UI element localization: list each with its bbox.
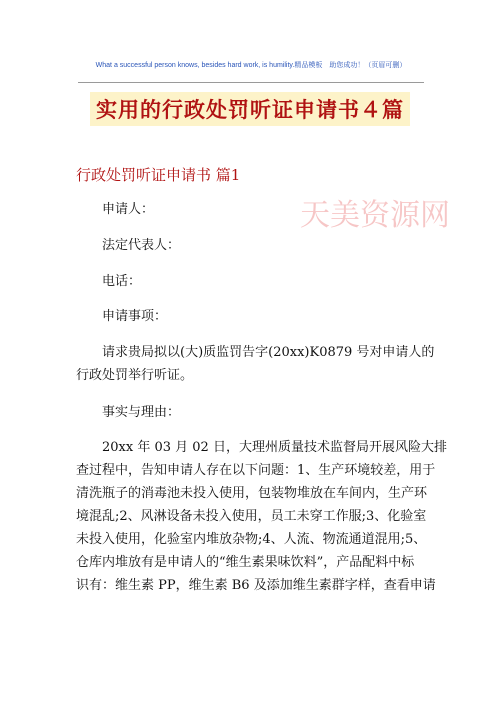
facts-line: 查过程中，告知申请人存在以下问题：1、生产环境较差，用于 (76, 463, 436, 478)
facts-line: 清洗瓶子的消毒池未投入使用，包装物堆放在车间内，生产环 (76, 486, 428, 501)
request-paragraph (76, 341, 435, 387)
facts-line: 未投入使用，化验室内堆放杂物;4、人流、物流通道混用;5、 (76, 532, 427, 547)
document-title-text: 实用的行政处罚听证申请书４篇 (90, 92, 410, 126)
field-request-matter: 申请事项： (102, 309, 168, 324)
field-phone: 电话： (102, 274, 142, 289)
field-applicant: 申请人： (102, 202, 155, 217)
page-header-tagline: What a successful person knows, besides hard work, is humility.精品模板 助您成功！（页眉可删） (95, 62, 407, 69)
facts-line: 20xx 年 03 月 02 日，大理州质量技术监督局开展风险大排 (102, 440, 447, 455)
request-line: 行政处罚举行听证。 (76, 368, 194, 383)
facts-label: 事实与理由： (102, 405, 181, 420)
request-line: 请求贵局拟以(大)质监罚告字(20xx)K0879 号对申请人的 (102, 345, 435, 360)
document-title (0, 92, 500, 126)
facts-line: 境混乱;2、风淋设备未投入使用，员工未穿工作服;3、化验室 (76, 509, 427, 524)
field-legal-representative: 法定代表人： (102, 238, 181, 253)
facts-line: 识有：维生素 PP，维生素 B6 及添加维生素群字样，查看申请 (76, 578, 436, 593)
watermark-text: 天美资源网 (300, 198, 450, 233)
header-divider (78, 82, 424, 83)
facts-line: 仓库内堆放有是申请人的“维生素果味饮料”，产品配料中标 (76, 555, 415, 570)
facts-paragraph (76, 436, 447, 597)
section-heading: 行政处罚听证申请书 篇1 (76, 166, 241, 184)
